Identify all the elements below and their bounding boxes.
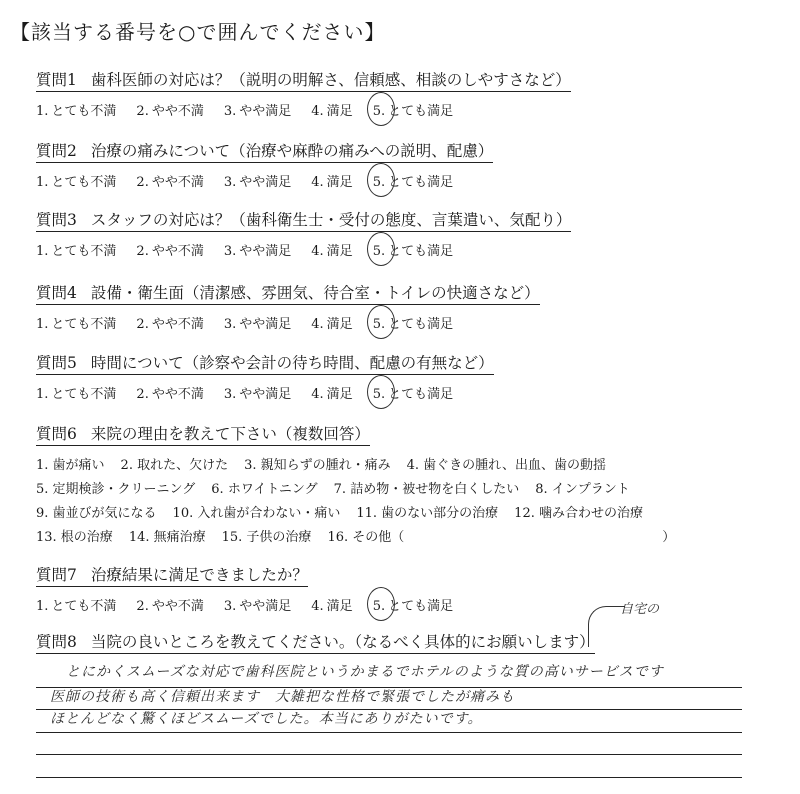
reason-option[interactable]: 3. 親知らずの腫れ・痛み bbox=[244, 458, 391, 473]
option-label: 満足 bbox=[326, 175, 353, 190]
option-number: 2. bbox=[136, 599, 149, 614]
reason-option[interactable]: 5. 定期検診・クリーニング bbox=[36, 482, 196, 497]
reason-option[interactable]: 15. 子供の治療 bbox=[221, 530, 312, 545]
option-number: 2. bbox=[136, 175, 149, 190]
handwritten-answer: 医師の技術も高く信頼出来ます 大雑把な性格で緊張でしたが痛みも bbox=[50, 688, 515, 705]
rating-options bbox=[36, 171, 756, 190]
reason-row bbox=[36, 454, 756, 478]
rating-option-1[interactable] bbox=[36, 100, 116, 119]
rating-option-2[interactable] bbox=[136, 240, 203, 259]
question-6 bbox=[36, 422, 756, 550]
option-number: 5. bbox=[372, 387, 386, 402]
question-number: 質問8 bbox=[36, 633, 77, 651]
rating-option-5[interactable] bbox=[373, 595, 453, 614]
option-label: やや不満 bbox=[151, 244, 204, 259]
question-text: 時間について（診察や会計の待ち時間、配慮の有無など） bbox=[90, 354, 494, 372]
rating-options bbox=[36, 383, 756, 402]
rating-option-2[interactable] bbox=[136, 171, 203, 190]
rating-option-3[interactable] bbox=[224, 100, 291, 119]
rating-option-2[interactable] bbox=[136, 100, 203, 119]
option-label: やや満足 bbox=[239, 175, 292, 190]
option-number: 4. bbox=[311, 317, 324, 332]
option-number: 2. bbox=[136, 387, 149, 402]
option-label: とても満足 bbox=[388, 599, 454, 614]
rating-option-3[interactable] bbox=[224, 313, 291, 332]
option-label: やや不満 bbox=[151, 317, 204, 332]
question-text: 歯科医師の対応は？（説明の明解さ、信頼感、相談のしやすさなど） bbox=[90, 71, 571, 89]
question-title bbox=[36, 422, 370, 446]
option-number: 3. bbox=[223, 104, 237, 119]
reason-option[interactable]: 6. ホワイトニング bbox=[211, 482, 318, 497]
option-label: やや満足 bbox=[239, 387, 292, 402]
rating-option-2[interactable] bbox=[136, 383, 203, 402]
reason-option[interactable]: 12. 噛み合わせの治療 bbox=[514, 506, 643, 521]
question-number: 質問2 bbox=[36, 142, 77, 160]
rating-option-1[interactable] bbox=[36, 313, 116, 332]
question-2 bbox=[36, 139, 756, 190]
reason-options bbox=[36, 454, 756, 550]
option-label: とても不満 bbox=[51, 175, 117, 190]
option-label: とても満足 bbox=[388, 387, 454, 402]
option-number: 1. bbox=[36, 244, 49, 259]
option-number: 2. bbox=[136, 104, 149, 119]
reason-option[interactable]: 1. 歯が痛い bbox=[36, 458, 105, 473]
reason-option-other[interactable] bbox=[327, 526, 675, 550]
question-number: 質問6 bbox=[36, 425, 77, 443]
selection-circle bbox=[367, 305, 395, 339]
question-title bbox=[36, 281, 540, 305]
option-label: やや満足 bbox=[239, 599, 292, 614]
question-text: スタッフの対応は？（歯科衛生士・受付の態度、言葉遣い、気配り） bbox=[90, 211, 572, 229]
question-title bbox=[36, 208, 571, 232]
reason-option[interactable]: 7. 詰め物・被せ物を白くしたい bbox=[333, 482, 520, 497]
rating-option-4[interactable] bbox=[311, 240, 352, 259]
option-number: 4. bbox=[311, 244, 324, 259]
selection-circle bbox=[367, 92, 395, 126]
rating-options bbox=[36, 240, 756, 259]
answer-line[interactable] bbox=[36, 755, 742, 778]
other-close: ） bbox=[662, 530, 676, 545]
question-1 bbox=[36, 68, 756, 119]
question-text: 治療結果に満足できましたか？ bbox=[90, 566, 308, 584]
rating-option-3[interactable] bbox=[224, 240, 291, 259]
answer-area[interactable] bbox=[36, 665, 742, 778]
option-number: 3. bbox=[223, 175, 237, 190]
option-label: やや不満 bbox=[151, 387, 204, 402]
option-label: 満足 bbox=[326, 599, 353, 614]
rating-option-4[interactable] bbox=[311, 171, 352, 190]
option-number: 5. bbox=[372, 244, 386, 259]
rating-option-3[interactable] bbox=[224, 171, 291, 190]
question-number: 質問4 bbox=[36, 284, 77, 302]
question-title bbox=[36, 630, 595, 654]
option-label: 満足 bbox=[326, 104, 353, 119]
reason-option[interactable]: 13. 根の治療 bbox=[36, 530, 113, 545]
option-label: やや満足 bbox=[239, 317, 292, 332]
reason-option[interactable]: 9. 歯並びが気になる bbox=[36, 506, 157, 521]
question-text: 治療の痛みについて（治療や麻酔の痛みへの説明、配慮） bbox=[90, 142, 494, 160]
rating-options bbox=[36, 313, 756, 332]
option-number: 2. bbox=[136, 317, 149, 332]
option-number: 1. bbox=[36, 387, 49, 402]
option-label: とても満足 bbox=[388, 244, 454, 259]
selection-circle bbox=[367, 587, 395, 621]
question-title bbox=[36, 139, 493, 163]
option-number: 1. bbox=[36, 175, 49, 190]
question-3 bbox=[36, 208, 756, 259]
option-number: 3. bbox=[223, 387, 237, 402]
handwritten-note: 自宅の bbox=[620, 602, 660, 617]
option-number: 4. bbox=[311, 599, 324, 614]
answer-line[interactable] bbox=[36, 688, 742, 711]
rating-option-5[interactable] bbox=[373, 100, 453, 119]
option-number: 5. bbox=[372, 175, 386, 190]
page-title: 【該当する番号を○で囲んでください】 bbox=[10, 20, 386, 44]
reason-row bbox=[36, 526, 756, 550]
rating-option-1[interactable] bbox=[36, 240, 116, 259]
rating-option-1[interactable] bbox=[36, 595, 116, 614]
answer-line[interactable] bbox=[36, 710, 742, 733]
option-label: 満足 bbox=[326, 317, 353, 332]
question-number: 質問5 bbox=[36, 354, 77, 372]
option-label: とても不満 bbox=[51, 599, 117, 614]
question-text: 設備・衛生面（清潔感、雰囲気、待合室・トイレの快適さなど） bbox=[90, 284, 540, 302]
option-number: 2. bbox=[136, 244, 149, 259]
option-number: 1. bbox=[36, 104, 49, 119]
rating-option-3[interactable] bbox=[224, 595, 291, 614]
option-label: とても不満 bbox=[51, 104, 117, 119]
rating-option-4[interactable] bbox=[311, 595, 352, 614]
rating-option-5[interactable] bbox=[373, 383, 453, 402]
answer-line[interactable] bbox=[36, 665, 742, 688]
option-label: やや不満 bbox=[151, 175, 204, 190]
option-label: やや満足 bbox=[239, 104, 292, 119]
question-5 bbox=[36, 351, 756, 402]
option-number: 3. bbox=[223, 244, 237, 259]
option-label: とても不満 bbox=[51, 244, 117, 259]
handwritten-answer: ほとんどなく驚くほどスムーズでした。本当にありがたいです。 bbox=[50, 711, 483, 727]
reason-option[interactable]: 14. 無痛治療 bbox=[128, 530, 206, 545]
question-title bbox=[36, 68, 571, 92]
option-number: 3. bbox=[223, 317, 237, 332]
rating-option-4[interactable] bbox=[311, 313, 352, 332]
rating-option-1[interactable] bbox=[36, 171, 116, 190]
option-label: やや不満 bbox=[151, 599, 204, 614]
option-label: 満足 bbox=[326, 387, 353, 402]
selection-circle bbox=[367, 375, 395, 409]
rating-option-2[interactable] bbox=[136, 595, 203, 614]
question-number: 質問7 bbox=[36, 566, 77, 584]
rating-option-4[interactable] bbox=[311, 100, 352, 119]
option-label: やや不満 bbox=[151, 104, 204, 119]
rating-option-2[interactable] bbox=[136, 313, 203, 332]
reason-option[interactable]: 11. 歯のない部分の治療 bbox=[356, 506, 499, 521]
option-number: 5. bbox=[372, 599, 386, 614]
rating-option-5[interactable] bbox=[373, 313, 453, 332]
option-number: 5. bbox=[372, 104, 386, 119]
option-label: とても不満 bbox=[51, 317, 117, 332]
question-text: 来院の理由を教えて下さい（複数回答） bbox=[90, 425, 370, 443]
option-number: 3. bbox=[223, 599, 237, 614]
reason-option[interactable]: 4. 歯ぐきの腫れ、出血、歯の動揺 bbox=[406, 458, 606, 473]
option-number: 5. bbox=[372, 317, 386, 332]
option-number: 1. bbox=[36, 317, 49, 332]
other-open: 16. その他（ bbox=[327, 530, 405, 545]
reason-row bbox=[36, 502, 756, 526]
question-number: 質問1 bbox=[36, 71, 77, 89]
question-8 bbox=[36, 630, 756, 654]
rating-option-5[interactable] bbox=[373, 171, 453, 190]
reason-option[interactable]: 8. インプラント bbox=[535, 482, 630, 497]
option-number: 1. bbox=[36, 599, 49, 614]
rating-option-1[interactable] bbox=[36, 383, 116, 402]
option-label: とても満足 bbox=[388, 104, 454, 119]
question-title bbox=[36, 563, 308, 587]
question-title bbox=[36, 351, 494, 375]
rating-options bbox=[36, 100, 756, 119]
selection-circle bbox=[367, 232, 395, 266]
selection-circle bbox=[367, 163, 395, 197]
option-number: 4. bbox=[311, 387, 324, 402]
option-number: 4. bbox=[311, 104, 324, 119]
rating-option-5[interactable] bbox=[373, 240, 453, 259]
rating-option-4[interactable] bbox=[311, 383, 352, 402]
answer-line[interactable] bbox=[36, 733, 742, 756]
question-number: 質問3 bbox=[36, 211, 77, 229]
question-text: 当院の良いところを教えてください。（なるべく具体的にお願いします） bbox=[90, 633, 595, 651]
question-4 bbox=[36, 281, 756, 332]
option-label: とても不満 bbox=[51, 387, 117, 402]
reason-row bbox=[36, 478, 756, 502]
rating-option-3[interactable] bbox=[224, 383, 291, 402]
reason-option[interactable]: 2. 取れた、欠けた bbox=[120, 458, 229, 473]
option-label: とても満足 bbox=[388, 317, 454, 332]
option-label: やや満足 bbox=[239, 244, 292, 259]
option-label: とても満足 bbox=[388, 175, 454, 190]
handwritten-answer: とにかくスムーズな対応で歯科医院というかまるでホテルのような質の高いサービスです bbox=[66, 664, 664, 680]
option-number: 4. bbox=[311, 175, 324, 190]
option-label: 満足 bbox=[326, 244, 353, 259]
reason-option[interactable]: 10. 入れ歯が合わない・痛い bbox=[172, 506, 341, 521]
